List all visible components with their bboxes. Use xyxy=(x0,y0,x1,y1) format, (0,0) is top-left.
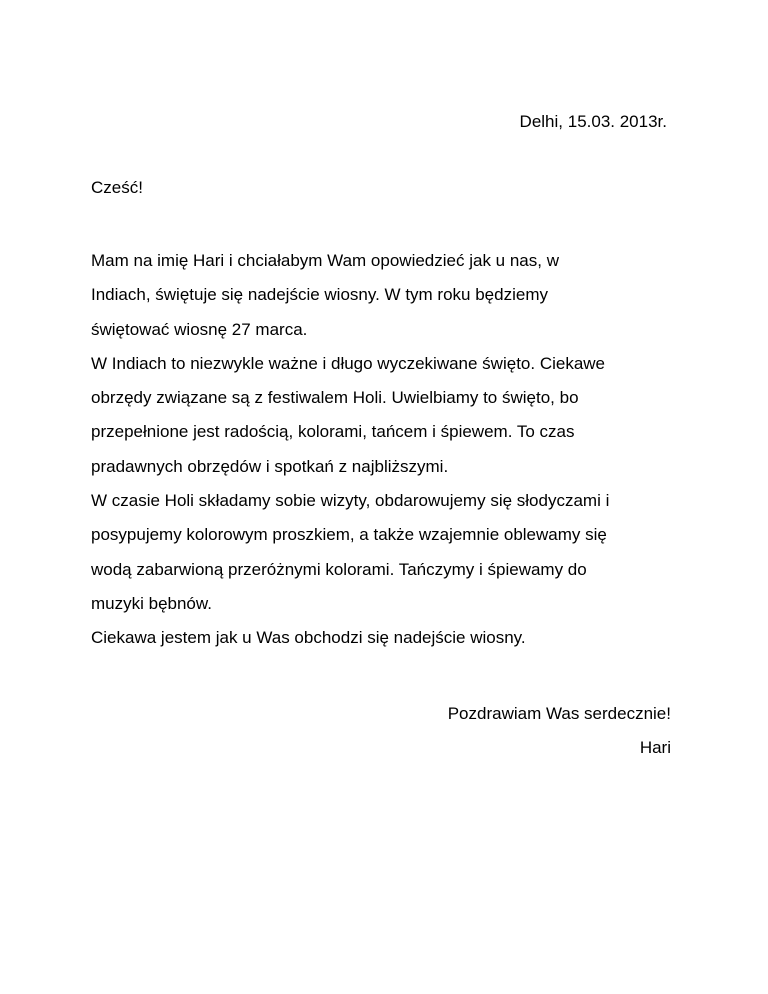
letter-body xyxy=(91,244,691,656)
body-line: W czasie Holi składamy sobie wizyty, obdarowujemy się słodyczami i xyxy=(91,491,610,511)
body-line: muzyki bębnów. xyxy=(91,593,212,613)
letter-date: Delhi, 15.03. 2013r. xyxy=(519,112,667,131)
body-line: Mam na imię Hari i chciałabym Wam opowiedzieć jak u nas, w xyxy=(91,251,559,270)
body-line: W Indiach to niezwykle ważne i długo wyczekiwane święto. Ciekawe xyxy=(91,353,606,373)
body-line: Ciekawa jestem jak u Was obchodzi się nadejście wiosny. xyxy=(91,628,526,648)
body-line: świętować wiosnę 27 marca. xyxy=(91,319,308,339)
body-line: wodą zabarwioną przeróżnymi kolorami. Tańczymy i śpiewamy do xyxy=(91,559,587,579)
letter-signature: Hari xyxy=(639,738,671,757)
body-line: posypujemy kolorowym proszkiem, a także wzajemnie oblewamy się xyxy=(91,525,607,545)
body-line: przepełnione jest radością, kolorami, tańcem i śpiewem. To czas xyxy=(91,422,575,442)
letter-greeting: Cześć! xyxy=(91,178,143,197)
letter-closing: Pozdrawiam Was serdecznie! xyxy=(447,704,671,723)
body-line: pradawnych obrzędów i spotkań z najbliższymi. xyxy=(91,456,449,476)
body-line: Indiach, świętuje się nadejście wiosny. W tym roku będziemy xyxy=(91,285,548,305)
body-line: obrzędy związane są z festiwalem Holi. Uwielbiamy to święto, bo xyxy=(91,388,579,408)
